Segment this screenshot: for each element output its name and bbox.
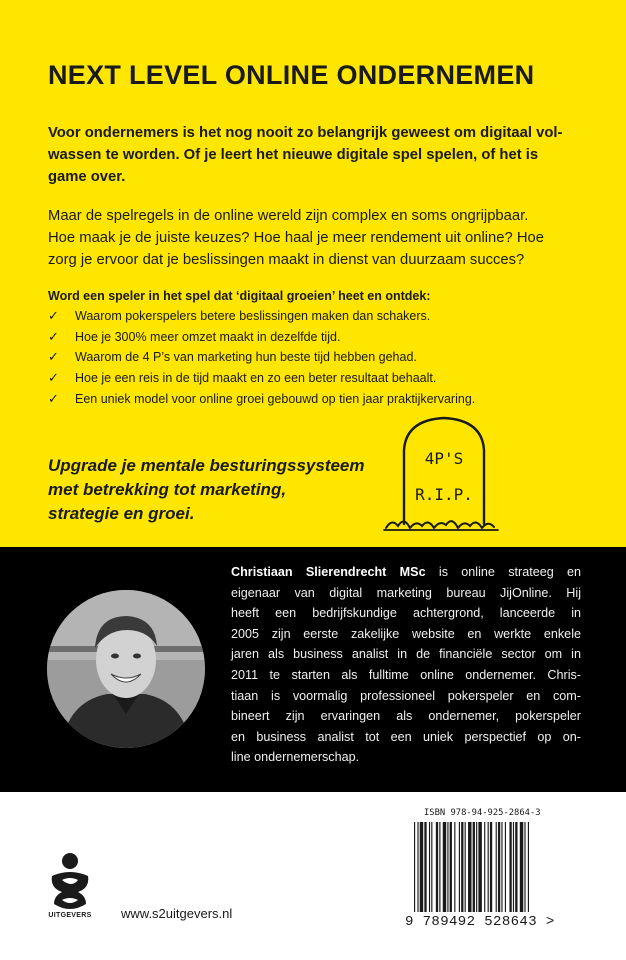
- check-icon: ✓: [48, 328, 59, 344]
- check-icon: ✓: [48, 349, 59, 365]
- bio-line: tiaan is voormalig professioneel pokerspeler en com-: [231, 688, 581, 703]
- s2-logo-icon: [48, 852, 92, 912]
- list-item: [48, 327, 475, 348]
- body-paragraph: [48, 205, 588, 271]
- isbn-label: ISBN 978-94-925-2864-3: [424, 808, 541, 818]
- list-item-text: Een uniek model voor online groei gebouwd op tien jaar praktijkervaring.: [75, 391, 476, 406]
- bio-line: jaren als business analist in de financiële sector om in: [231, 647, 581, 662]
- list-item: [48, 368, 475, 389]
- bio-line: eigenaar van digital marketing bureau JijOnline. Hij: [231, 585, 581, 600]
- tagline-line: Upgrade je mentale besturingssysteem: [48, 456, 365, 475]
- list-item: [48, 306, 475, 327]
- intro-line: game over.: [48, 169, 126, 185]
- bio-line: en business analist tot een uniek perspectief op on-: [231, 729, 581, 744]
- paragraph-line: Maar de spelregels in de online wereld zijn complex en soms ongrijpbaar.: [48, 208, 529, 224]
- bio-line: 2005 zijn eerste zakelijke website en werkte enkele: [231, 626, 581, 641]
- paragraph-line: zorg je ervoor dat je beslissingen maakt in dienst van duurzaam succes?: [48, 252, 525, 268]
- list-item-text: Waarom de 4 P’s van marketing hun beste tijd hebben gehad.: [75, 350, 417, 365]
- list-item: [48, 388, 475, 409]
- check-icon: ✓: [48, 370, 59, 386]
- intro-text: [48, 122, 582, 188]
- intro-line: wassen te worden. Of je leert het nieuwe digitale spel spelen, of het is: [48, 147, 539, 163]
- bio-line: heeft een bedrijfskundige achtergrond, lanceerde in: [231, 606, 581, 621]
- tombstone-text-2: R.I.P.: [415, 485, 473, 504]
- author-bio: [231, 562, 581, 768]
- bio-line: line ondernemerschap.: [231, 750, 360, 765]
- list-item-text: Hoe je 300% meer omzet maakt in dezelfde tijd.: [75, 329, 341, 344]
- intro-line: Voor ondernemers is het nog nooit zo belangrijk geweest om digitaal vol-: [48, 125, 563, 141]
- bio-line: is online strateeg en: [438, 565, 582, 579]
- paragraph-line: Hoe maak je de juiste keuzes? Hoe haal je meer rendement uit online? Hoe: [48, 230, 544, 246]
- author-photo: [47, 590, 205, 748]
- author-name: Christiaan Slierendrecht MSc: [231, 565, 426, 579]
- list-item-text: Waarom pokerspelers betere beslissingen maken dan schakers.: [75, 309, 431, 324]
- tagline-line: strategie en groei.: [48, 504, 195, 523]
- tombstone-text-1: 4P'S: [424, 449, 464, 468]
- list-item: [48, 347, 475, 368]
- publisher-logo-text: UITGEVERS: [48, 912, 92, 919]
- tombstone-illustration: [382, 412, 502, 537]
- bio-line: 2011 te starten als fulltime online ondernemer. Chris-: [231, 667, 581, 682]
- barcode-number: 9 789492 528643 >: [405, 914, 555, 930]
- benefit-list: [48, 306, 475, 409]
- bio-first-line: [231, 562, 581, 583]
- check-icon: ✓: [48, 390, 59, 406]
- tagline: [48, 454, 368, 526]
- book-title: NEXT LEVEL ONLINE ONDERNEMEN: [48, 60, 535, 90]
- bio-line: bineert zijn ervaringen als ondernemer, pokerspeler: [231, 709, 581, 724]
- check-icon: ✓: [48, 308, 59, 324]
- list-heading: Word een speler in het spel dat ‘digitaal groeien’ heet en ontdek:: [48, 289, 431, 303]
- list-item-text: Hoe je een reis in de tijd maakt en zo een beter resultaat behaalt.: [75, 371, 437, 386]
- barcode-icon: [412, 822, 578, 914]
- publisher-website: www.s2uitgevers.nl: [121, 906, 233, 921]
- tagline-line: met betrekking tot marketing,: [48, 480, 287, 499]
